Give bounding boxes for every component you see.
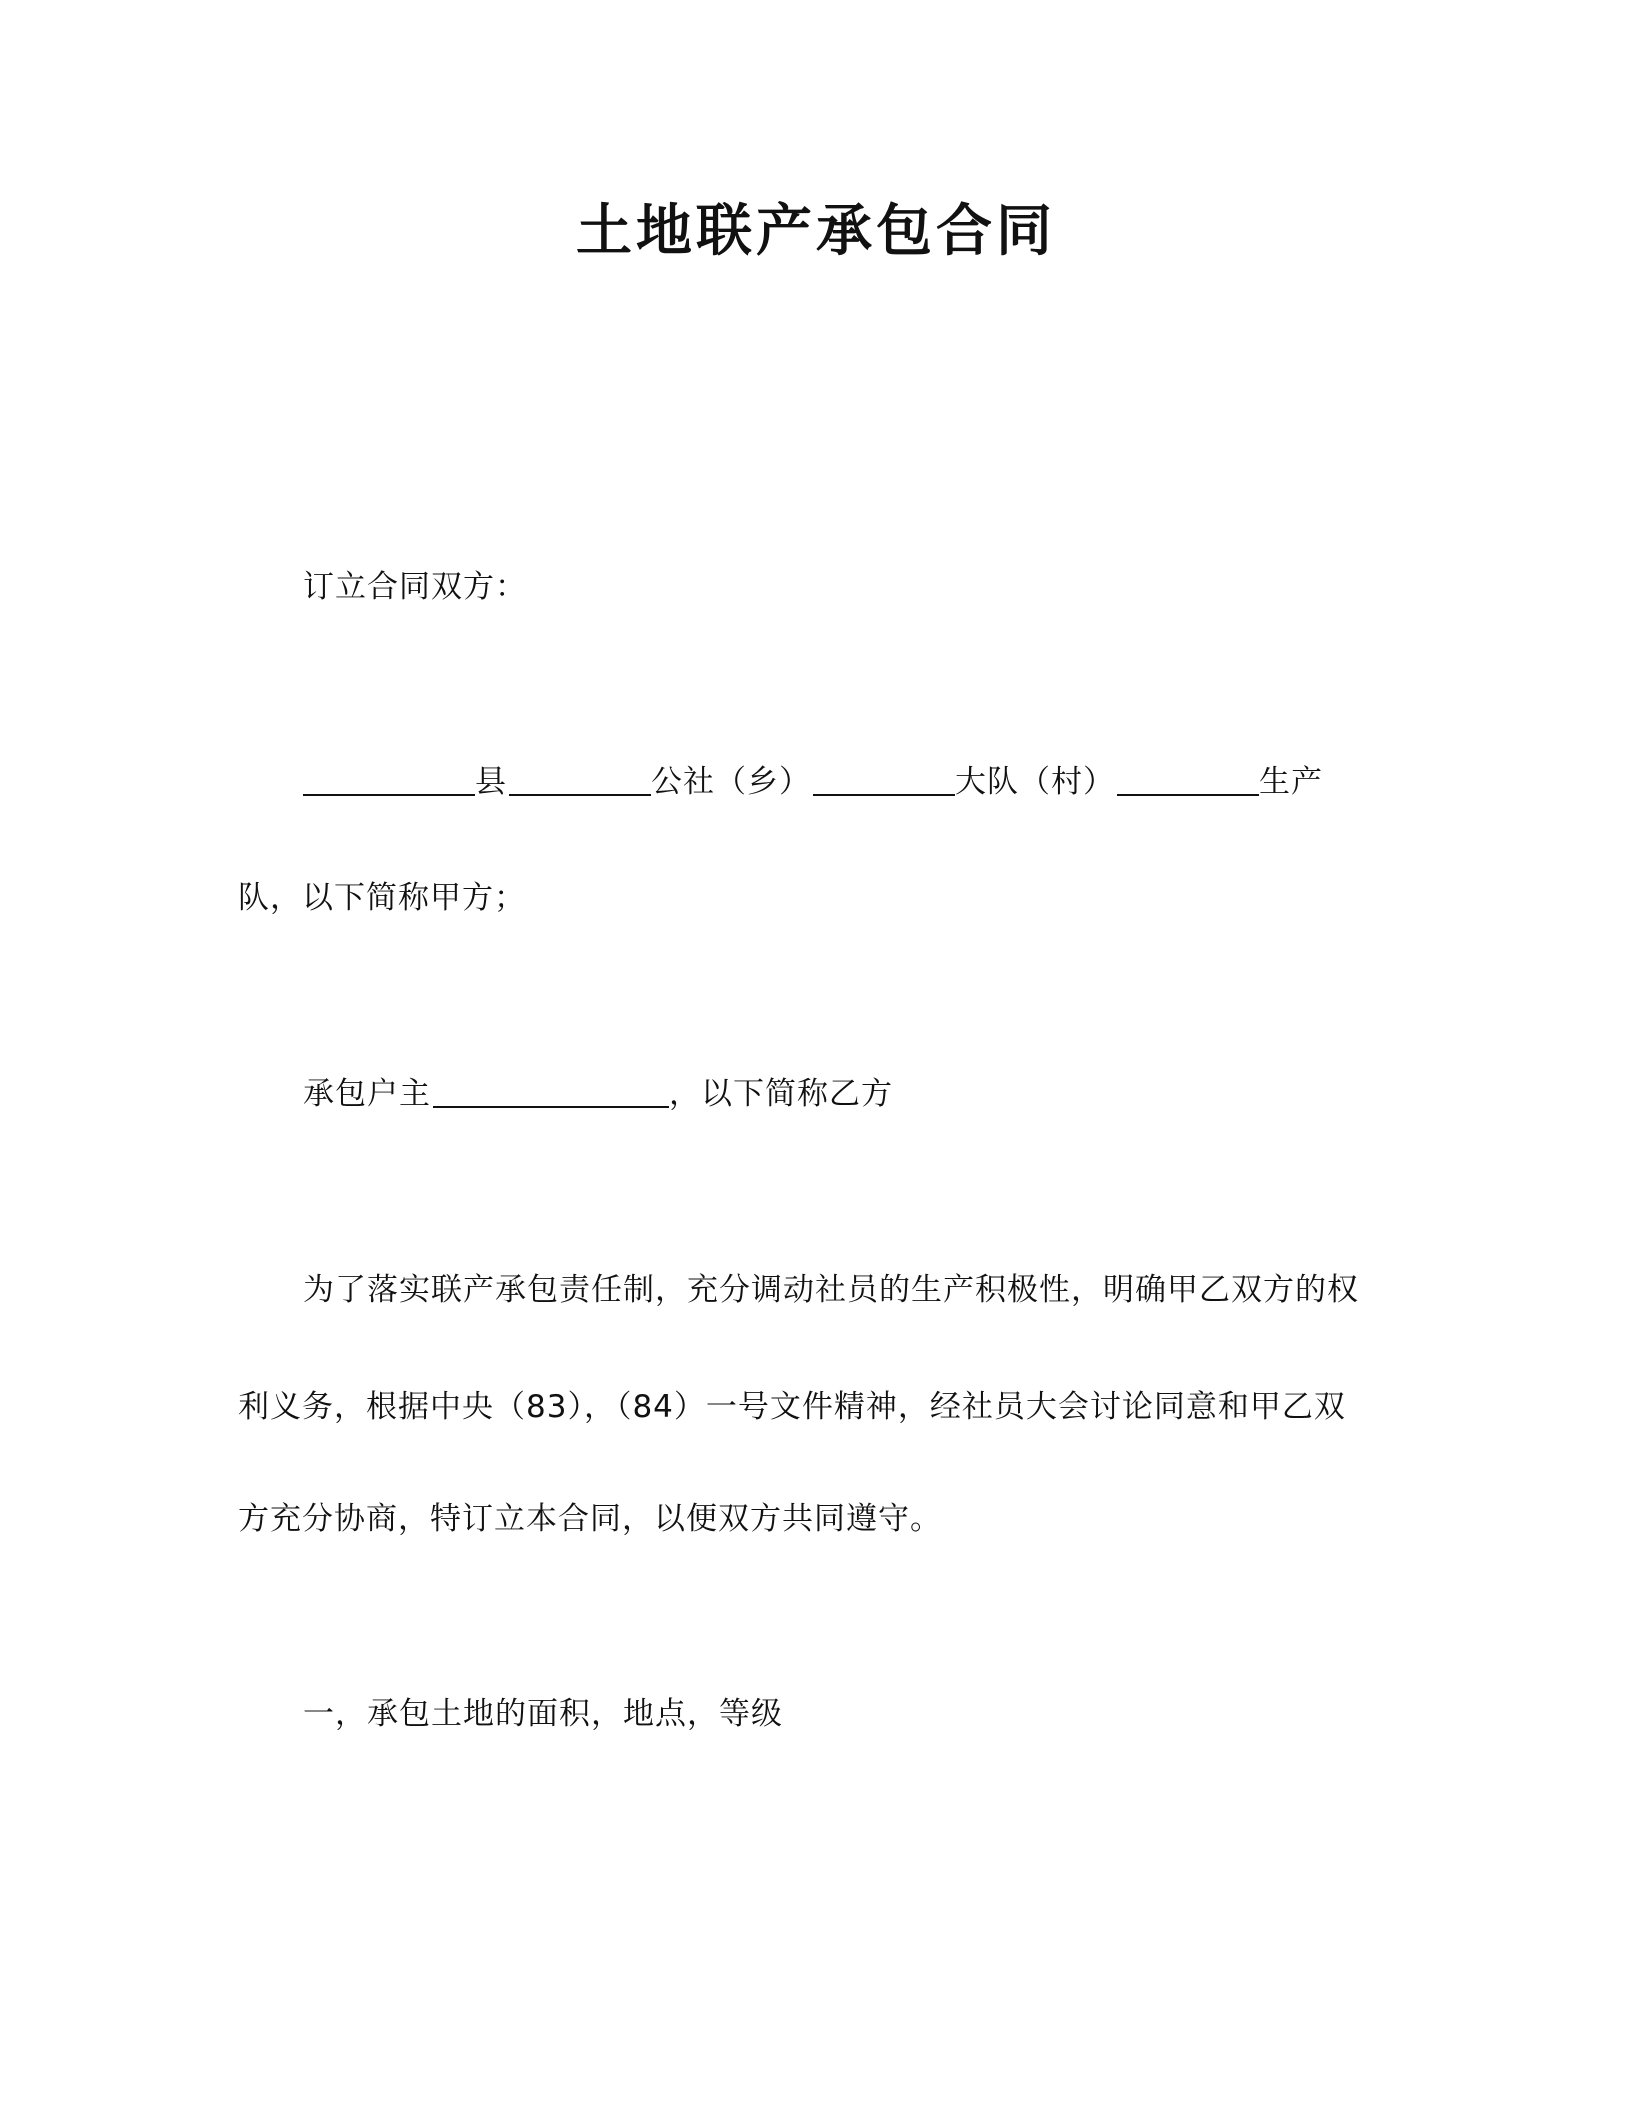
parties-heading: 订立合同双方： <box>303 569 527 605</box>
party-a-line <box>303 760 1323 804</box>
document-title: 土地联产承包合同 <box>576 199 1056 264</box>
brigade-blank[interactable] <box>813 762 955 796</box>
party-b-line <box>303 1072 893 1116</box>
party-b-suffix: ，以下简称乙方 <box>669 1076 893 1112</box>
team-label: 生产 <box>1259 764 1323 800</box>
preamble-line-3: 方充分协商，特订立本合同，以便双方共同遵守。 <box>238 1501 942 1537</box>
party-a-continuation: 队，以下简称甲方； <box>238 880 526 916</box>
preamble-line-2: 利义务，根据中央（83），（84）一号文件精神，经社员大会讨论同意和甲乙双 <box>238 1389 1346 1425</box>
householder-blank[interactable] <box>433 1074 669 1108</box>
party-b-prefix: 承包户主 <box>303 1076 431 1112</box>
team-blank[interactable] <box>1117 762 1259 796</box>
commune-blank[interactable] <box>509 762 651 796</box>
county-blank[interactable] <box>303 762 475 796</box>
county-label: 县 <box>475 764 507 800</box>
preamble-line-1: 为了落实联产承包责任制，充分调动社员的生产积极性，明确甲乙双方的权 <box>303 1272 1359 1308</box>
brigade-label: 大队（村） <box>955 764 1115 800</box>
commune-label: 公社（乡） <box>651 764 811 800</box>
section-1-heading: 一，承包土地的面积，地点，等级 <box>303 1696 783 1732</box>
